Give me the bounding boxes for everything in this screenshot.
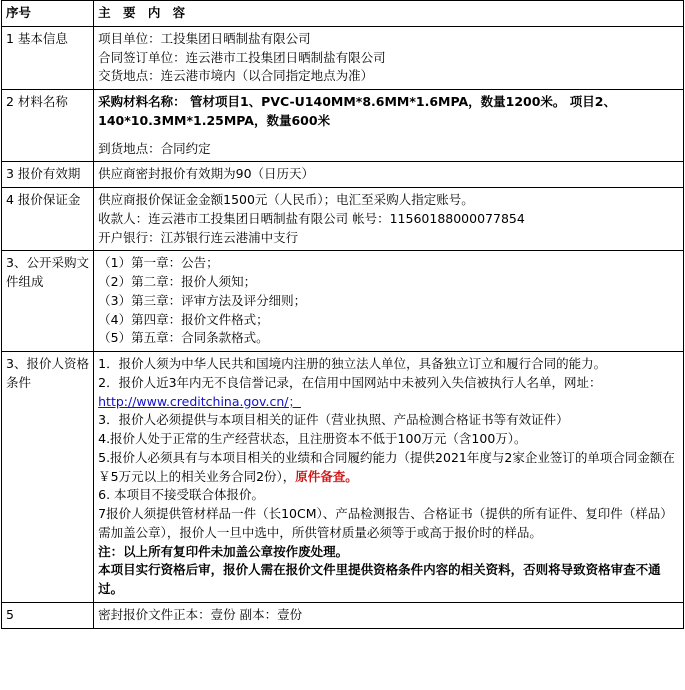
text-line-warning: 本项目实行资格后审，报价人需在报价文件里提供资格条件内容的相关资料，否则将导致资格审查不通过。 bbox=[98, 562, 661, 596]
text-line-with-red bbox=[98, 449, 679, 487]
text-line: 5.报价人必须具有与本项目相关的业绩和合同履约能力（提供2021年度与2家企业签订的单项合同金额在￥5万元以上的相关业务合同2份），原件备查。 bbox=[98, 449, 675, 484]
text-line: 1．报价人须为中华人民共和国境内注册的独立法人单位，具备独立订立和履行合同的能力。 bbox=[98, 356, 607, 371]
table-row bbox=[2, 602, 684, 628]
text-line: 合同签订单位：连云港市工投集团日晒制盐有限公司 bbox=[98, 49, 386, 65]
table-row bbox=[2, 26, 684, 89]
text-line: 6. 本项目不接受联合体报价。 bbox=[98, 487, 265, 503]
row-label-qualification: 3、报价人资格条件 bbox=[2, 352, 94, 603]
text-line: （1）第一章：公告； bbox=[98, 255, 219, 271]
text-line: （4）第四章：报价文件格式； bbox=[98, 311, 269, 327]
text-line: 交货地点：连云港市境内（以合同指定地点为准） bbox=[98, 68, 374, 84]
credit-china-link bbox=[98, 393, 679, 412]
row-content-deposit bbox=[94, 188, 684, 251]
text-line: 4.报价人处于正常的生产经营状态，且注册资本不低于100万元（含100万）。 bbox=[98, 431, 527, 446]
row-label-material-name: 2 材料名称 bbox=[2, 90, 94, 162]
row-label-basic-info: 1 基本信息 bbox=[2, 26, 94, 89]
text-line: 7报价人须提供管材样品一件（长10CM）、产品检测报告、合格证书（提供的所有证件、复印件（样品）需加盖公章），报价人一旦中选中，所供管材质量必须等于或高于报价时的样品。 bbox=[98, 506, 673, 540]
text-line: 密封报价文件正本：壹份 副本：壹份 bbox=[98, 606, 303, 622]
text-line: 收款人：连云港市工投集团日晒制盐有限公司 帐号：11560188000077854 bbox=[98, 210, 525, 226]
row-content-doc-composition bbox=[94, 251, 684, 352]
row-content-material-name bbox=[94, 90, 684, 162]
row-label-sealed-docs: 5 bbox=[2, 602, 94, 628]
original-documents-note: 原件备查。 bbox=[295, 468, 358, 484]
table-row bbox=[2, 352, 684, 603]
credit-china-url[interactable]: http://www.creditchina.gov.cn/； bbox=[98, 393, 301, 409]
text-line: 2．报价人近3年内无不良信誉记录，在信用中国网站中未被列入失信被执行人名单，网址： bbox=[98, 374, 602, 390]
text-line: 供应商密封报价有效期为90（日历天） bbox=[98, 166, 315, 182]
table-header-row bbox=[2, 1, 684, 27]
text-line: （2）第二章：报价人须知； bbox=[98, 274, 257, 289]
table-row bbox=[2, 251, 684, 352]
table-row bbox=[2, 188, 684, 251]
row-content-qualification bbox=[94, 352, 684, 603]
text-line-note: 注：以上所有复印件未加盖公章按作废处理。 bbox=[98, 543, 349, 559]
document-body bbox=[1, 0, 684, 629]
header-cell-no: 序号 bbox=[2, 1, 94, 27]
text-line: 开户银行：江苏银行连云港浦中支行 bbox=[98, 229, 299, 245]
text-line: （3）第三章：评审方法及评分细则； bbox=[98, 292, 307, 308]
row-label-deposit: 4 报价保证金 bbox=[2, 188, 94, 251]
row-label-quote-validity: 3 报价有效期 bbox=[2, 162, 94, 188]
row-content-sealed-docs bbox=[94, 602, 684, 628]
text-line: 项目单位：工投集团日晒制盐有限公司 bbox=[98, 30, 311, 46]
procurement-table bbox=[1, 0, 684, 629]
text-line: 3．报价人必须提供与本项目相关的证件（营业执照、产品检测合格证书等有效证件） bbox=[98, 412, 569, 428]
row-content-basic-info bbox=[94, 26, 684, 89]
table-row bbox=[2, 162, 684, 188]
table-row bbox=[2, 90, 684, 162]
text-line: 到货地点：合同约定 bbox=[98, 140, 211, 156]
row-label-doc-composition: 3、公开采购文件组成 bbox=[2, 251, 94, 352]
row-content-quote-validity bbox=[94, 162, 684, 188]
text-line: 供应商报价保证金金额1500元（人民币）；电汇至采购人指定账号。 bbox=[98, 192, 474, 207]
header-cell-content: 主 要 内 容 bbox=[94, 1, 684, 27]
text-line: （5）第五章：合同条款格式。 bbox=[98, 330, 269, 346]
text-line: 采购材料名称： 管材项目1、PVC-U140MM*8.6MM*1.6MPA，数量1200米。 项目2、140*10.3MM*1.25MPA，数量600米 bbox=[98, 94, 616, 128]
